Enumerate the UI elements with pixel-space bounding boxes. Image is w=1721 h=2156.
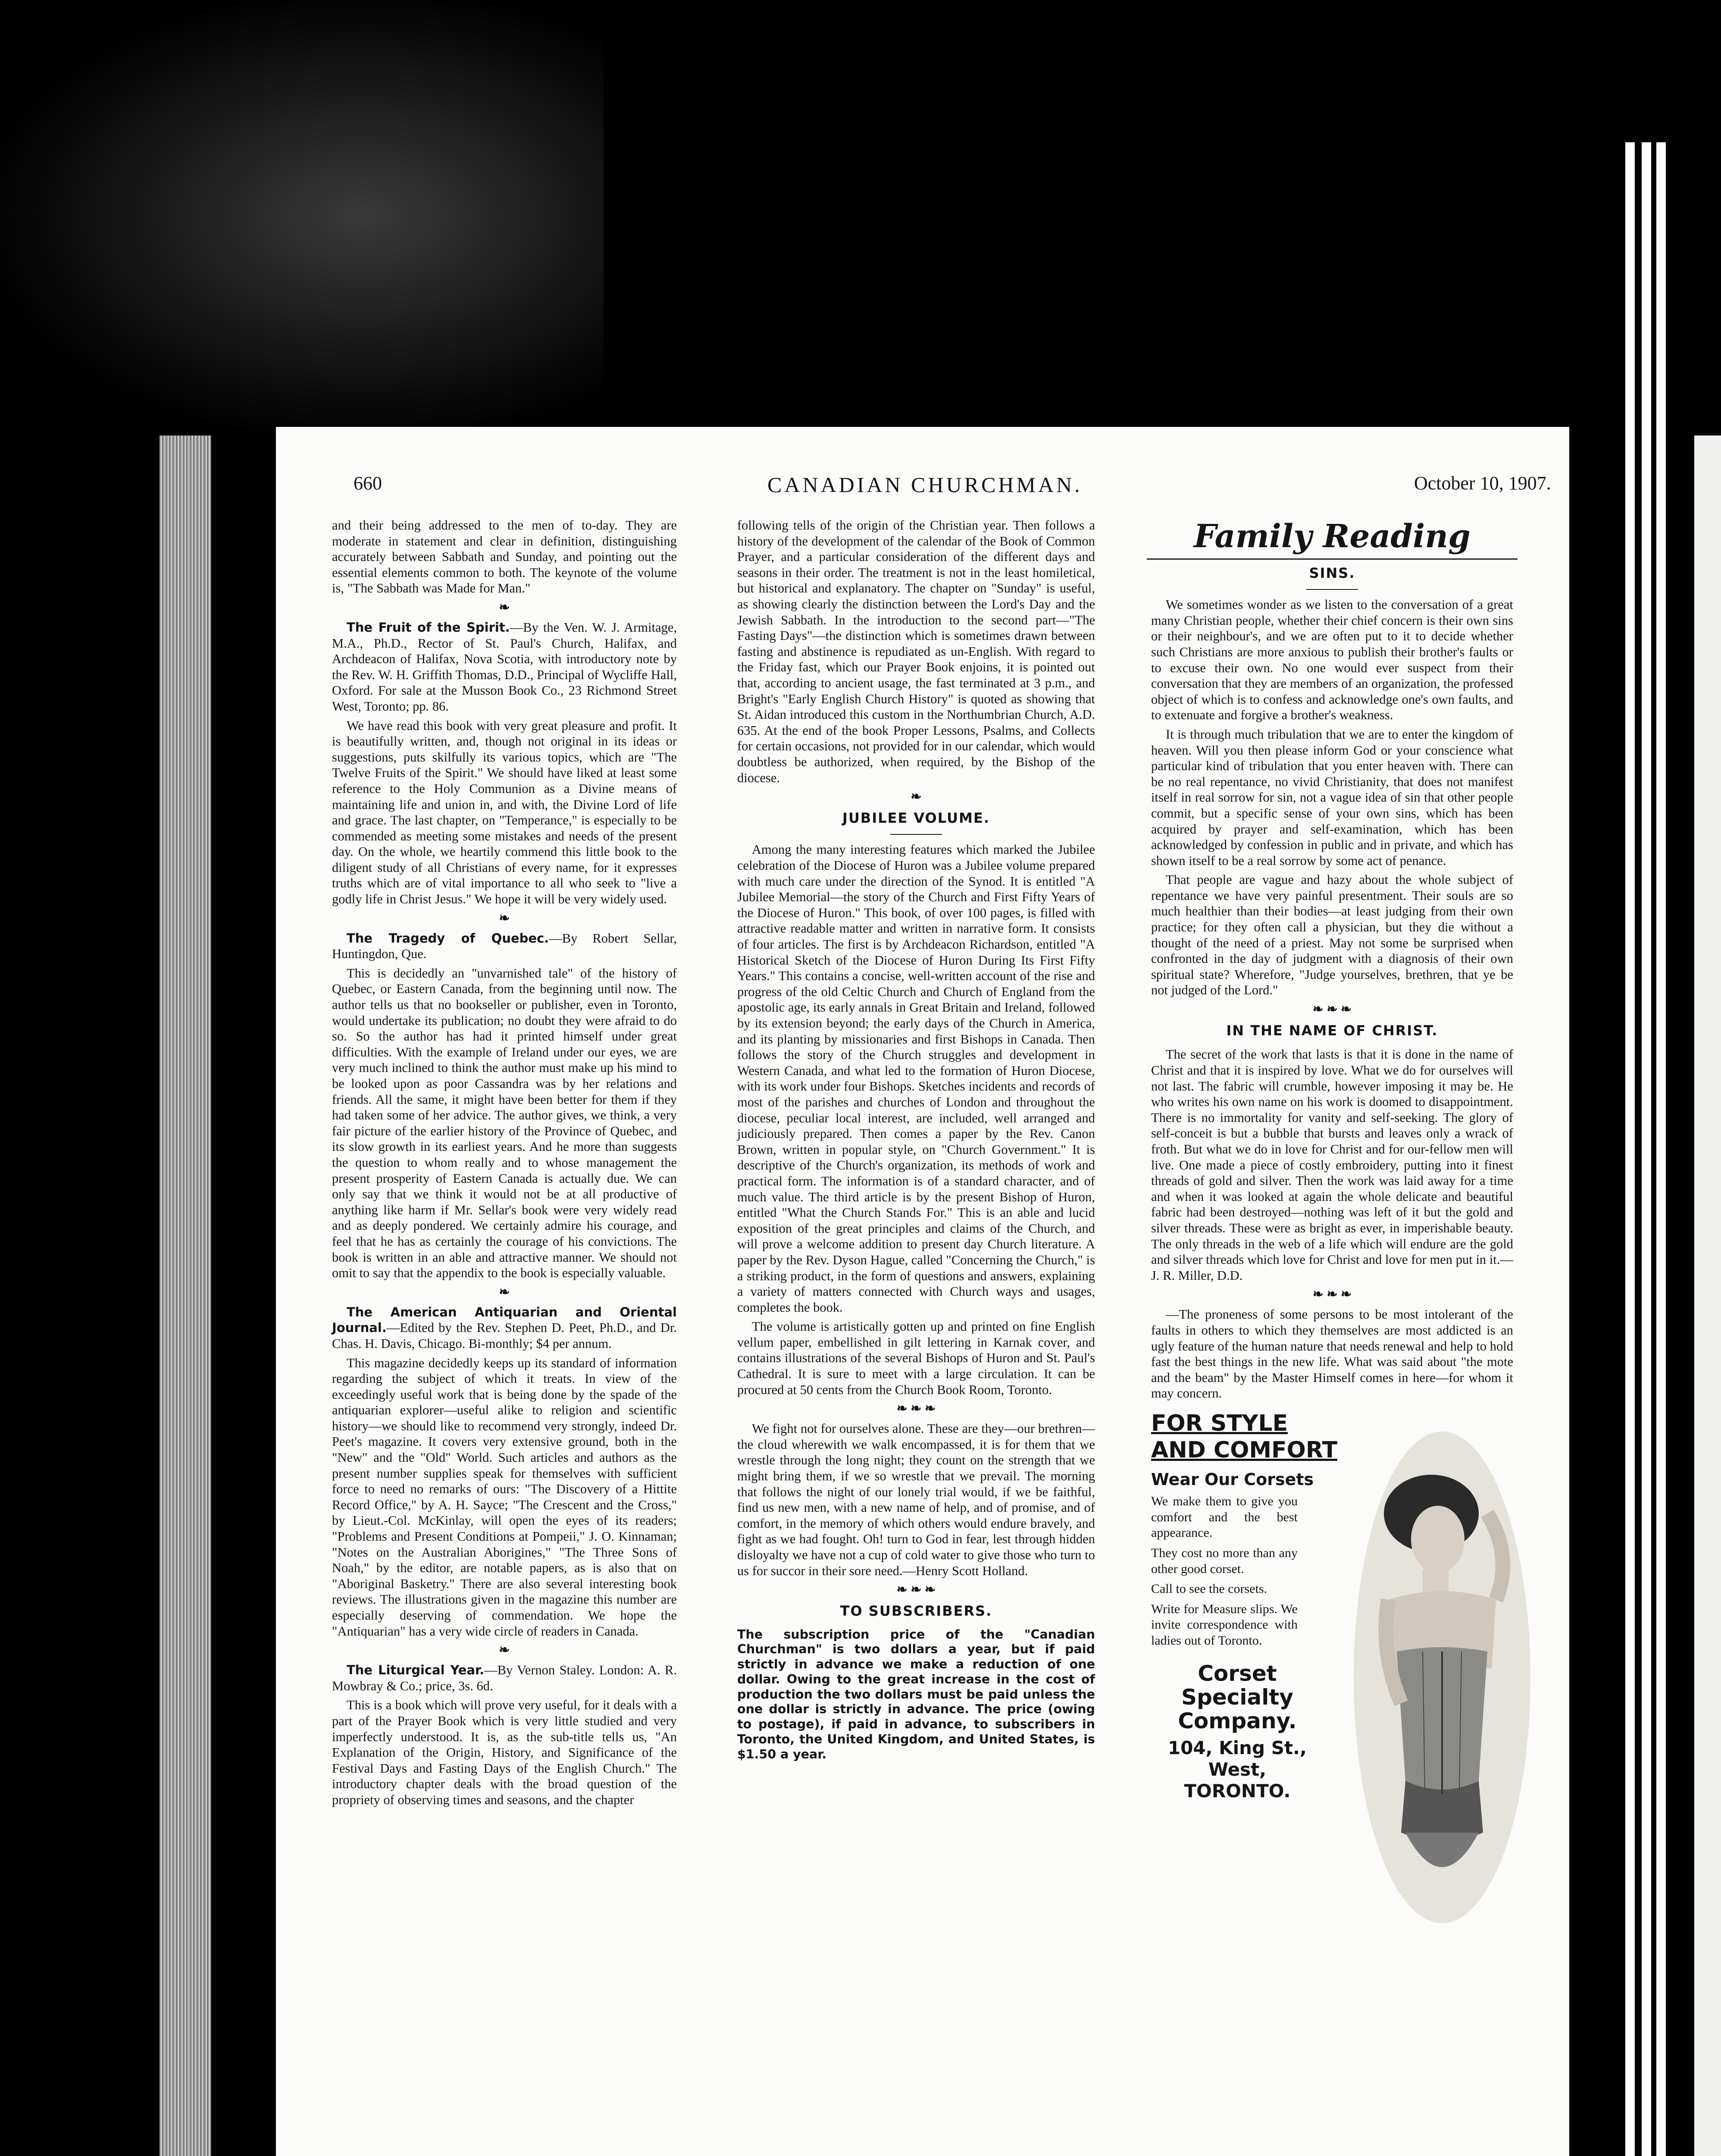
paragraph: This is decidedly an "unvarnished tale" of the history of Quebec, or Eastern Canada, from the beginning until now. The author tells us that no bookseller or publisher, even in Toronto, would undertake its publication; no doubt they were afraid to do so. So the author has had it printed himself under great difficulties. With the example of Ireland under our eyes, we are very much inclined to think the author must make up his mind to be looked upon as poor Cassandra was by her relations and friends. All the same, it might have been better for them if they had taken some of her advice. The author gives, we think, a very fair picture of the earlier history of the Province of Quebec, and its slow growth in its earliest years. And he more than suggests the question to whom really and to whose management the present prosperity of Eastern Canada is actually due. We can only say that we think it would not be at all productive of anything like harm if Mr. Sellar's book were very widely read and as deeply pondered. We certainly admire his courage, and feel that he has as certainly the courage of his convictions. The book is written in an able and attractive manner. We should not omit to say that the appendix to the book is especially valuable. bbox=[332, 965, 677, 1281]
paragraph: Among the many interesting features which marked the Jubilee celebration of the Diocese of Huron was a Jubilee volume prepared with much care under the direction of the Synod. It is entitled "A Jubilee Memorial—the story of the Church and First Fifty Years of the Diocese of Huron." This book, of over 100 pages, is filled with attractive readable matter and written in narrative form. It consists of four articles. The first is by Archdeacon Richardson, entitled "A Historical Sketch of the Diocese of Huron During Its First Fifty Years." This contains a concise, well-written account of the rise and progress of the old Celtic Church and Church of England from the apostolic age, its early annals in Great Britain and Ireland, followed by its extension beyond; the early days of the Church in America, and its planting by missionaries and first Bishops in Canada. Then follows the story of the Church struggles and development in Western Canada, and what led to the formation of Huron Diocese, with its work under four Bishops. Sketches incidents and records of most of the parishes and churches of London and throughout the diocese, peculiar local interest, are included, well arranged and judiciously prepared. Then comes a paper by the Rev. Canon Brown, written in popular style, on "Church Government." It is descriptive of the Church's organization, its methods of work and practical form. The information is of a standard character, and of much value. The third article is by the present Bishop of Huron, entitled "What the Church Stands For." This is an able and lucid exposition of the great principles and claims of the Church, and will prove a welcome addition to present day Church literature. A paper by the Rev. Dyson Hague, called "Concerning the Church," is a striking product, in the form of questions and answers, explaining a variety of matters connected with Church ways and usages, completes the book. bbox=[737, 842, 1095, 1315]
section-ornament: ❧ bbox=[911, 790, 922, 804]
corset-advertisement bbox=[1151, 1410, 1513, 1975]
section-ornament: ❧ ❧ ❧ bbox=[896, 1583, 936, 1597]
ad-subhead: Wear Our Corsets bbox=[1151, 1470, 1314, 1489]
paragraph: It is through much tribulation that we are to enter the kingdom of heaven. Will you then please inform God or your conscience what particular kind of tribulation that you enter heaven with. There can be no real repentance, no vivid Christianity, that does not manifest itself in real sorrow for sin, not a vague idea of sin that other people commit, but a specific sense of your own sins, which has been acquired by prayer and self-examination, which has been acknowledged by confession in public and in private, and which has shown itself to be a real sorrow by some act of penance. bbox=[1151, 727, 1513, 868]
book-title: The Tragedy of Quebec. bbox=[347, 931, 549, 946]
ad-text: Write for Measure slips. We invite correspondence with ladies out of Toronto. bbox=[1151, 1601, 1298, 1648]
scan-shadow bbox=[0, 0, 604, 431]
section-ornament: ❧ ❧ ❧ bbox=[1312, 1002, 1352, 1017]
masthead: CANADIAN CHURCHMAN. bbox=[767, 473, 1083, 497]
heading-rule bbox=[1147, 558, 1518, 560]
heading-rule bbox=[890, 834, 942, 835]
paragraph: The volume is artistically gotten up and printed on fine English vellum paper, embellished in gilt lettering in Karnak cover, and contains illustrations of the several Bishops of Huron and St. Paul's Cathedral. It is sure to meet with a large circulation. It can be procured at 50 cents from the Church Book Room, Toronto. bbox=[737, 1319, 1095, 1397]
book-page-edges bbox=[160, 436, 211, 2156]
paragraph: We have read this book with very great pleasure and profit. It is beautifully written, and, though not original in its ideas or suggestions, puts skilfully its various topics, which are "The Twelve Fruits of the Spirit." We should have liked at least some reference to the Holy Communion as a Divine means of maintaining life and union in, and with, the Divine Lord of life and grace. The last chapter, on "Temperance," is especially to be commended as meeting some mistakes and needs of the present day. On the whole, we heartily commend this little book to the diligent study of all Christians of every name, for it expresses truths which are of vital importance to all who seek to "live a godly life in Christ Jesus." We hope it will be very widely used. bbox=[332, 718, 677, 907]
review-fruit bbox=[332, 620, 677, 714]
section-ornament: ❧ ❧ ❧ bbox=[896, 1401, 936, 1416]
review-quebec bbox=[332, 931, 677, 962]
section-ornament: ❧ bbox=[499, 1643, 510, 1658]
paragraph: We sometimes wonder as we listen to the conversation of a great many Christian people, whether their chief concern is their own sins or their neighbour's, and we are often put to it to decide whether such Christians are more anxious to publish their brother's faults or to excuse their own. No one would ever suspect from their conversation that they are members of an organization, the professed object of which is to confess and acknowledge one's own faults, and to extenuate and forgive a brother's weakness. bbox=[1151, 597, 1513, 723]
paragraph: following tells of the origin of the Christian year. Then follows a history of the development of the calendar of the Book of Common Prayer, and a particular consideration of the different days and seasons in their order. The treatment is not in the least homiletical, but historical and explanatory. The chapter on "Sunday" is useful, as showing clearly the distinction between the Lord's Day and the Jewish Sabbath. In the introduction to the second part—"The Fasting Days"—the distinction which is sometimes drawn between fasting and abstinence is repudiated as un-English. With regard to the Friday fast, which our Prayer Book enjoins, it is pointed out that, according to ancient usage, the fast terminated at 3 p.m., and Bright's "Early English Church History" is quoted as showing that St. Aidan introduced this custom in the Northumbrian Church, A.D. 635. At the end of the book Proper Lessons, Psalms, and Collects for certain occasions, not provided for in our calendar, which would doubtless be authorized, when required, by the Bishop of the diocese. bbox=[737, 518, 1095, 785]
ad-company: Corset Specialty Company. bbox=[1178, 1661, 1297, 1733]
paragraph: That people are vague and hazy about the whole subject of repentance we have very painful presentment. Their souls are so much healthier than their bodies—at least judging from their own practice; for they often call a physician, but they die without a thought of the need of a priest. May not some be surprised when confronted in the day of judgment with a diagnosis of their own spiritual state? Wherefore, "Judge yourselves, brethren, that ye be not judged of the Lord." bbox=[1151, 872, 1513, 998]
section-heading: JUBILEE VOLUME. bbox=[842, 810, 990, 827]
facing-page-fragment bbox=[1694, 436, 1721, 2156]
section-ornament: ❧ bbox=[499, 1285, 510, 1299]
paragraph: This is a book which will prove very useful, for it deals with a part of the Prayer Book which is very little studied and very imperfectly understood. It is, as the sub-title tells us, "An Explanation of the Origin, History, and Significance of the Festival Days and Fasting Days of the English Church." The introductory chapter deals with the broad question of the propriety of observing times and seasons, and the chapter bbox=[332, 1698, 677, 1807]
ad-address-line: TORONTO. bbox=[1184, 1780, 1291, 1802]
paragraph: This magazine decidedly keeps up its standard of information regarding the subject of which it treats. In view of the exceedingly useful work that is being done by the spade of the antiquarian explorer—useful alike to religion and scientific history—we should like to recommend very strongly, indeed Dr. Peet's magazine. It covers very extensive ground, both in the "New" and the "Old" World. Such articles and authors as the present number supplies speak for themselves with sufficient force to need no remarks of ours: "The Discovery of a Hittite Record Office," by A. H. Sayce; "The Crescent and the Cross," by Lieut.-Col. McKinlay, will open the eyes of its readers; "Problems and Present Conditions at Pompeii," J. O. Kinnaman; "Notes on the Australian Aborigines," "The Three Sons of Noah," by the editor, are notable papers, as is also that on "Aboriginal Basketry." There are also several interesting book reviews. The illustrations given in the magazine this number are especially deserving of commendation. We hope the "Antiquarian" has a very wide circle of readers in Canada. bbox=[332, 1355, 677, 1639]
book-byline: —By Robert Sellar, Huntingdon, Que. bbox=[332, 931, 677, 962]
section-ornament: ❧ ❧ ❧ bbox=[1312, 1287, 1352, 1302]
paragraph: —The proneness of some persons to be most intolerant of the faults in others to which they themselves are most addicted is an ugly feature of the human nature that needs renewal and help to hold fast the best things in the new life. What was said about "the mote and the beam" by the Master Himself comes in here—for whom it may concern. bbox=[1151, 1307, 1513, 1401]
column-1 bbox=[332, 517, 677, 1811]
book-byline: —Edited by the Rev. Stephen D. Peet, Ph.D., and Dr. Chas. H. Davis, Chicago. Bi-monthly; $4 per annum. bbox=[332, 1320, 677, 1351]
page-header bbox=[276, 472, 1569, 507]
section-heading: IN THE NAME OF CHRIST. bbox=[1226, 1022, 1438, 1039]
subscription-notice: The subscription price of the "Canadian Churchman" is two dollars a year, but if paid strictly in advance we make a reduction of one dollar. Owing to the great increase in the cost of production the two dollars must be paid unless the one dollar is strictly in advance. The price (owing to postage), if paid in advance, to subscribers in Toronto, the United Kingdom, and United States, is $1.50 a year. bbox=[737, 1627, 1095, 1761]
column-2 bbox=[737, 517, 1095, 1765]
ad-text: Call to see the corsets. bbox=[1151, 1582, 1267, 1596]
ad-copy bbox=[1151, 1494, 1298, 1648]
paragraph: The secret of the work that lasts is that it is done in the name of Christ and that it is inspired by love. What we do for ourselves will not last. The fabric will crumble, however imposing it may be. He who writes his own name on his work is doomed to disappointment. There is no immortality for vanity and self-seeking. The glory of self-conceit is but a bubble that bursts and leaves only a wrack of froth. But what we do in love for Christ and for our-fellow men will live. One made a piece of costly embroidery, putting into it finest threads of gold and silver. Then the work was laid away for a time and when it was looked at again the whole delicate and beautiful fabric had been destroyed—nothing was left of it but the gold and silver threads. These were as bright as ever, in imperishable beauty. The only threads in the web of a life which will endure are the gold and silver threads which love for Christ and love for men put in it.—J. R. Miller, D.D. bbox=[1151, 1047, 1513, 1283]
ad-headline: FOR STYLE bbox=[1151, 1410, 1288, 1436]
book-title: The Fruit of the Spirit. bbox=[347, 620, 510, 635]
review-liturgical bbox=[332, 1662, 677, 1694]
ad-text: We make them to give you comfort and the best appearance. bbox=[1151, 1494, 1298, 1540]
department-title: Family Reading bbox=[1194, 518, 1471, 555]
book-title: The Liturgical Year. bbox=[347, 1663, 485, 1678]
book-title: The American Antiquarian and Oriental Journal. bbox=[332, 1304, 677, 1335]
paragraph: We fight not for ourselves alone. These are they—our brethren—the cloud wherewith we walk encompassed, it is for them that we wrestle through the long night; they count on the strength that we might bring them, if we so wrestle that we prevail. The morning that follows the night of our lonely trial would, if we be faithful, find us new men, with a new name of help, and of promise, and of comfort, in the memory of which others would endure bravely, and fight as we had fought. Oh! turn to God in fear, lest through hidden disloyalty we have not a cup of cold water to give those who turn to us for succor in their sore need.—Henry Scott Holland. bbox=[737, 1421, 1095, 1578]
newspaper-page bbox=[276, 427, 1569, 2156]
page-number: 660 bbox=[354, 473, 382, 494]
corset-woman-illustration bbox=[1349, 1427, 1535, 1927]
ad-address-line: 104, King St., bbox=[1167, 1737, 1307, 1758]
ad-text: They cost no more than any other good corset. bbox=[1151, 1546, 1298, 1576]
book-byline: —By the Ven. W. J. Armitage, M.A., Ph.D., Rector of St. Paul's Church, Halifax, and Archdeacon of Halifax, Nova Scotia, with introductory note by the Rev. W. H. Griffith Thomas, D.D., Principal of Wycliffe Hall, Oxford. For sale at the Musson Book Co., 23 Richmond Street West, Toronto; pp. 86. bbox=[332, 620, 677, 714]
heading-rule bbox=[1306, 589, 1358, 590]
ad-address bbox=[1151, 1737, 1324, 1802]
section-ornament: ❧ bbox=[499, 600, 510, 614]
section-heading: SINS. bbox=[1309, 564, 1355, 581]
ad-headline: AND COMFORT bbox=[1151, 1437, 1338, 1463]
paragraph: and their being addressed to the men of to-day. They are moderate in statement and clear in definition, distinguishing accurately between Sabbath and Sunday, and pointing out the essential elements common to both. The keynote of the volume is, "The Sabbath was Made for Man." bbox=[332, 518, 677, 596]
issue-date: October 10, 1907. bbox=[1414, 473, 1551, 494]
section-heading: TO SUBSCRIBERS. bbox=[840, 1603, 992, 1620]
column-3 bbox=[1151, 517, 1513, 1975]
section-ornament: ❧ bbox=[499, 911, 510, 925]
ad-address-line: West, bbox=[1208, 1759, 1267, 1780]
review-antiquarian bbox=[332, 1304, 677, 1352]
book-byline: —By Vernon Staley. London: A. R. Mowbray & Co.; price, 3s. 6d. bbox=[332, 1663, 677, 1693]
